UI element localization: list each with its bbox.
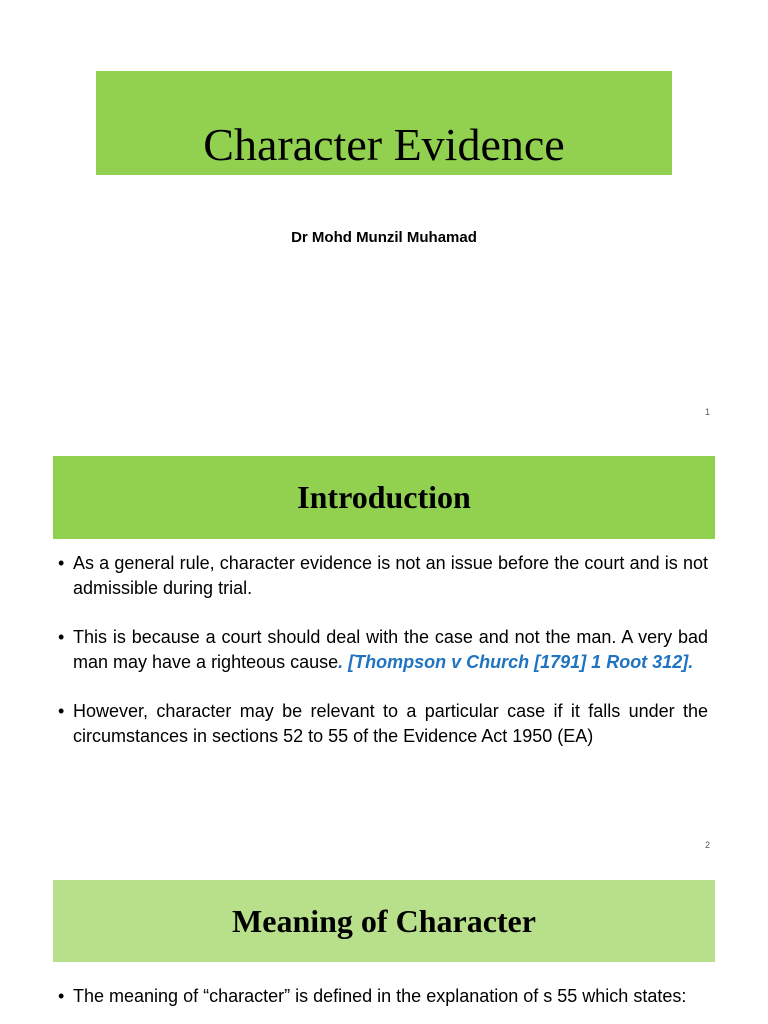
list-item — [58, 551, 708, 600]
bullet-list — [58, 551, 708, 773]
bullet-text: However, character may be relevant to a particular case if it falls under the circumstances in sections 52 to 55 of the Evidence Act 1950 (EA) — [73, 701, 708, 746]
bullet-text: This is because a court should deal with the case and not the man. A very bad man may have a righteous cause — [73, 627, 708, 672]
bullet-icon: • — [58, 627, 65, 647]
page-number: 1 — [704, 407, 710, 417]
heading-banner — [53, 880, 715, 962]
list-item — [58, 699, 708, 748]
heading-banner — [53, 456, 715, 539]
bullet-icon: • — [58, 701, 65, 721]
slide-heading: Meaning of Character — [232, 902, 536, 939]
author-name: Dr Mohd Munzil Muhamad — [291, 229, 477, 246]
bullet-icon: • — [58, 553, 65, 573]
slide-3 — [0, 864, 768, 1024]
slide-2 — [0, 432, 768, 864]
bullet-text: The meaning of “character” is defined in the explanation of s 55 which states: — [73, 986, 687, 1006]
slide-heading: Introduction — [297, 479, 471, 515]
slide-title: Character Evidence — [203, 119, 565, 171]
bullet-icon: • — [58, 986, 65, 1006]
bullet-text: As a general rule, character evidence is not an issue before the court and is not admissible during trial. — [73, 553, 708, 598]
title-banner — [96, 71, 672, 175]
list-item — [58, 625, 708, 674]
case-citation: . [Thompson v Church [1791] 1 Root 312]. — [338, 651, 694, 672]
list-item — [58, 984, 708, 1009]
page-number: 2 — [704, 840, 710, 850]
slide-1 — [0, 0, 768, 432]
bullet-list — [58, 984, 708, 1024]
